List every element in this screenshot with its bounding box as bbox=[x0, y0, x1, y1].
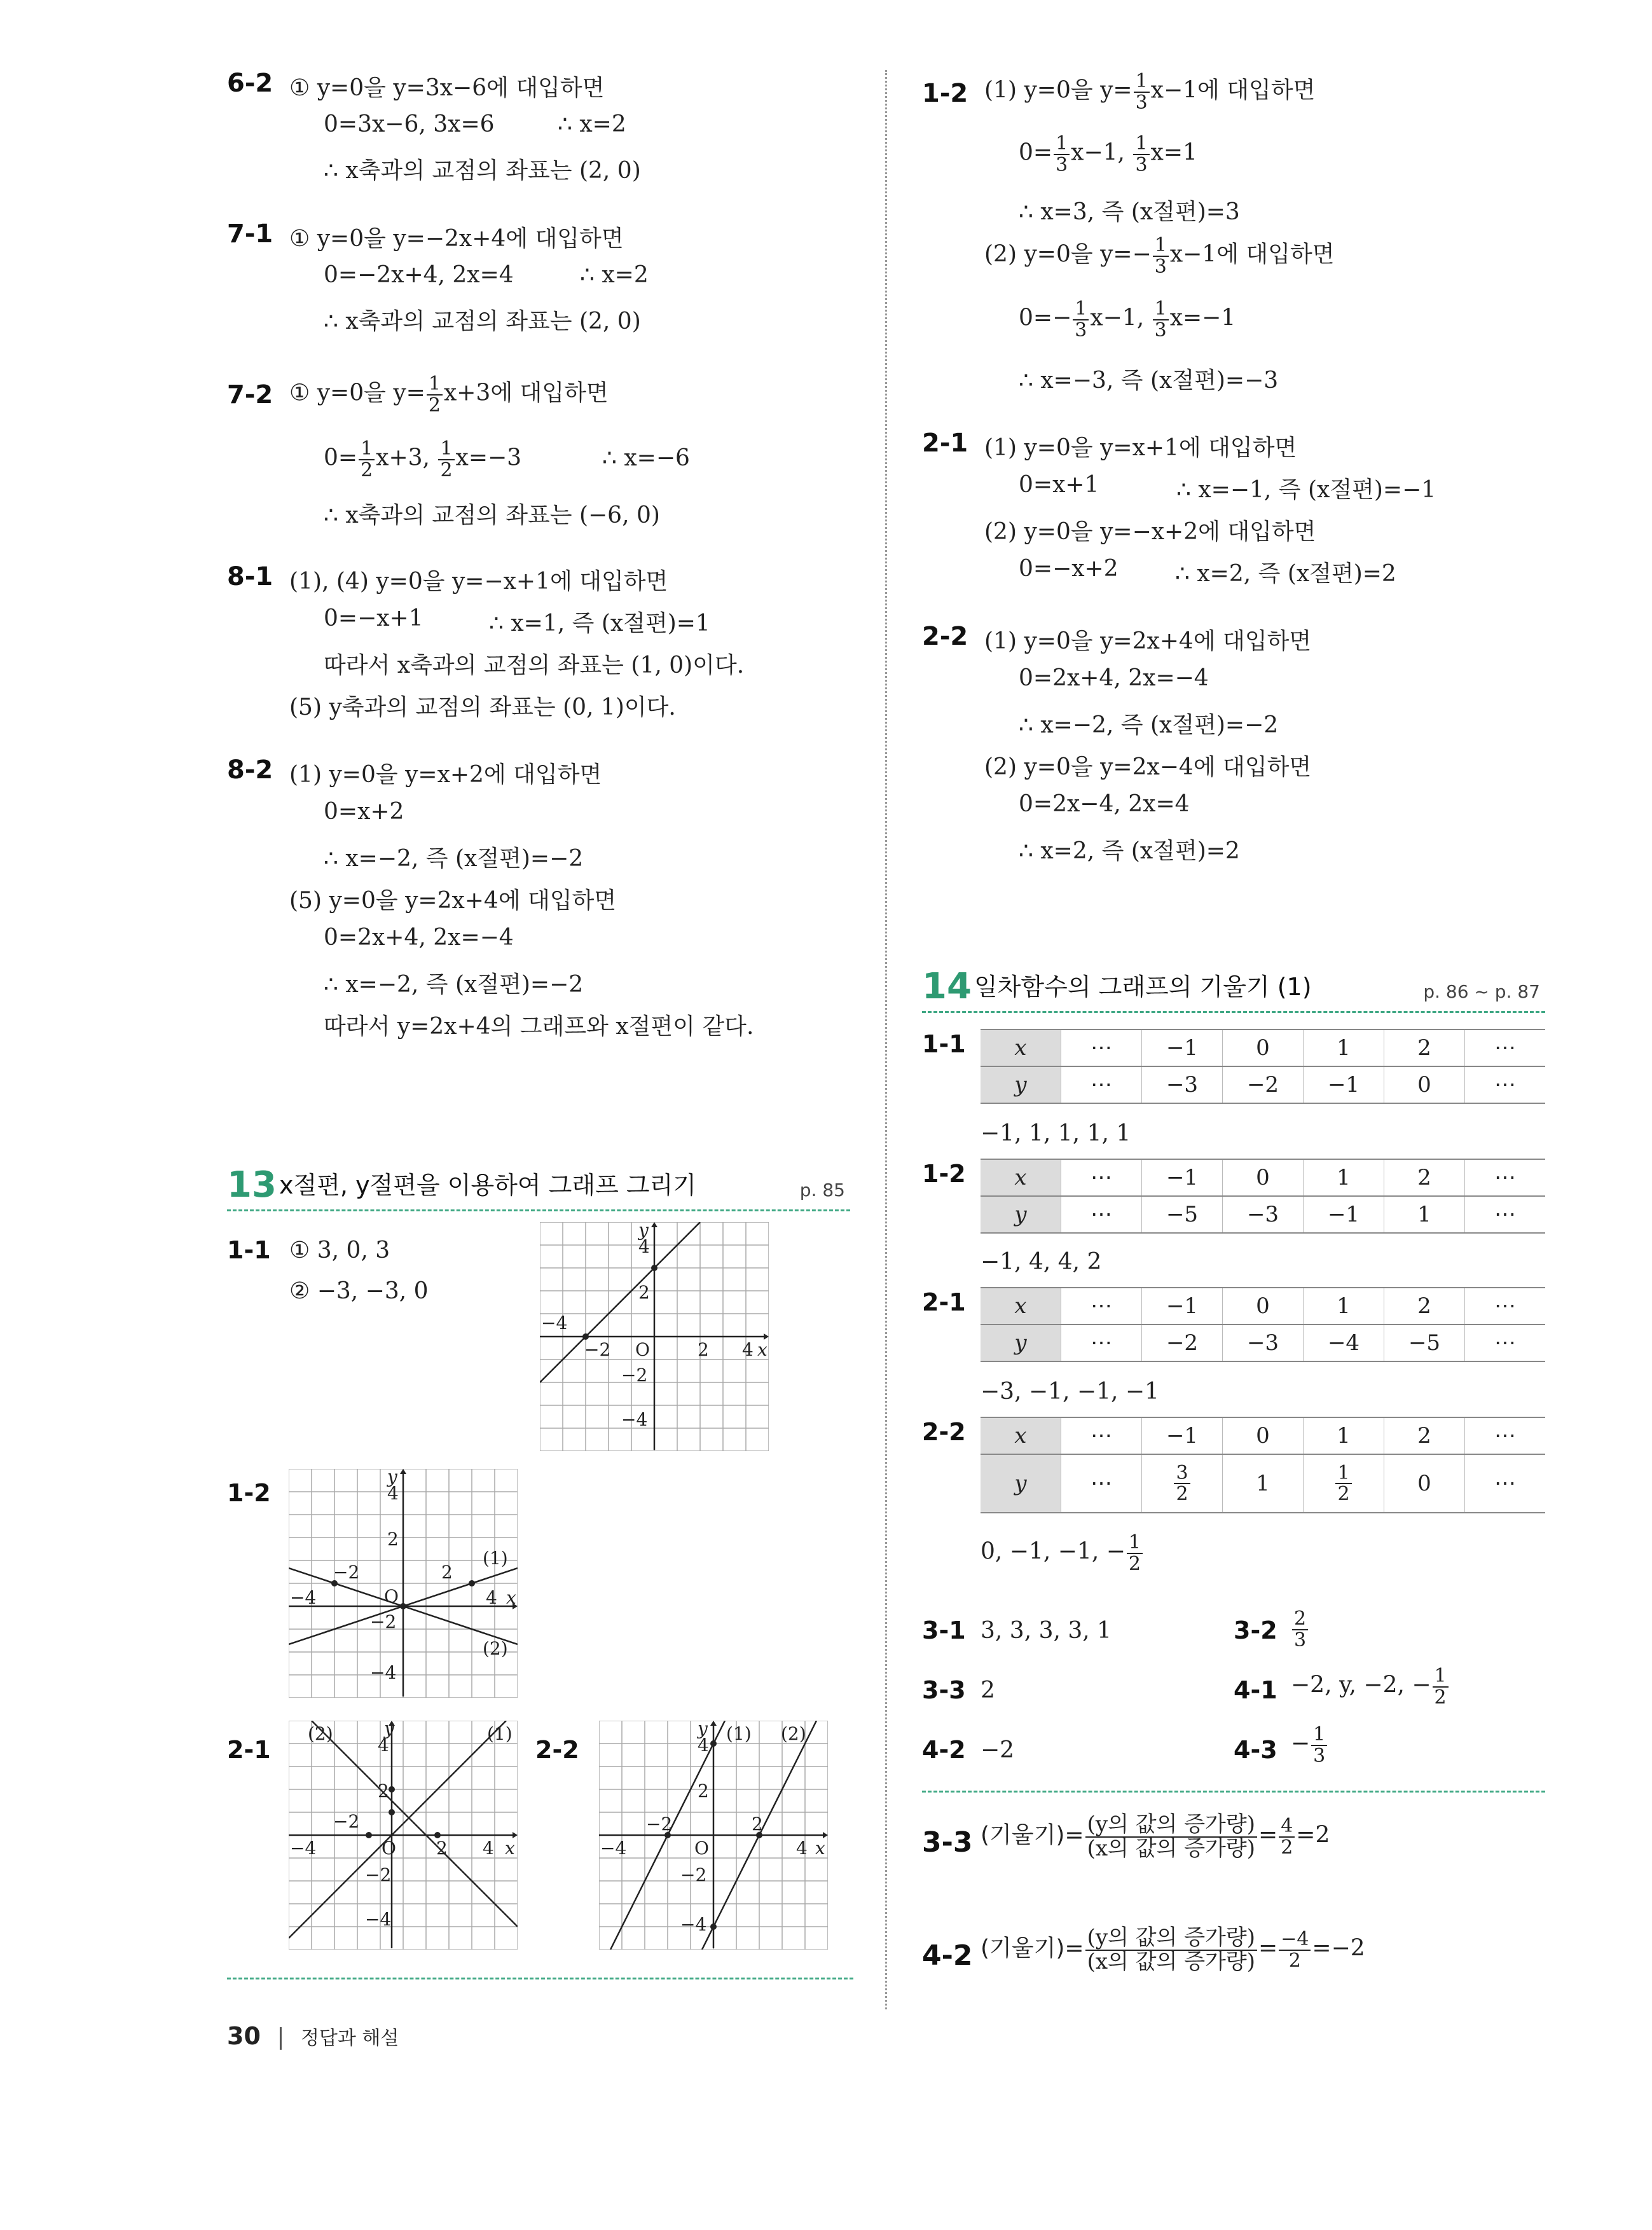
answer-line: ② −3, −3, 0 bbox=[289, 1278, 429, 1304]
table-cell: ⋯ bbox=[1465, 1159, 1546, 1196]
page-footer: 30 | 정답과 해설 bbox=[227, 2022, 399, 2050]
table-cell: 0 bbox=[1223, 1029, 1304, 1066]
section-title: x절편, y절편을 이용하여 그래프 그리기 bbox=[279, 1171, 696, 1199]
table-cell: −1 bbox=[1142, 1288, 1223, 1325]
line-label: (1) bbox=[487, 1723, 513, 1744]
solution-line: 0=x+1 bbox=[1019, 472, 1099, 498]
problem-number: 1-1 bbox=[922, 1030, 966, 1058]
fraction: $\frac{1}{3}$ bbox=[1054, 134, 1070, 175]
tick-label: −4 bbox=[621, 1409, 648, 1430]
solution-line: (1) y=0을 y=x+1에 대입하면 bbox=[984, 435, 1297, 461]
tick-label: −2 bbox=[621, 1365, 648, 1386]
table-cell: ⋯ bbox=[1061, 1029, 1142, 1066]
graph-1-2 bbox=[289, 1469, 518, 1703]
table-row bbox=[981, 1454, 1545, 1513]
solution-line: 0=−x+2 bbox=[1019, 556, 1119, 582]
solution-line: ∴ x축과의 교점의 좌표는 (2, 0) bbox=[324, 158, 641, 184]
value-table bbox=[981, 1417, 1545, 1513]
solution-line: 0=2x−4, 2x=4 bbox=[1019, 791, 1190, 817]
intercept-point bbox=[651, 1265, 657, 1271]
problem-number: 3-3 bbox=[922, 1676, 966, 1704]
table-cell: ⋯ bbox=[1465, 1029, 1546, 1066]
problem-number: 1-2 bbox=[227, 1479, 271, 1507]
table-cell: −3 bbox=[1142, 1066, 1223, 1103]
solution-line: ① y=0을 y=3x−6에 대입하면 bbox=[289, 75, 605, 101]
tick-label: 4 bbox=[483, 1838, 494, 1859]
table-cell: ⋯ bbox=[1465, 1066, 1546, 1103]
table-cell: −1 bbox=[1142, 1159, 1223, 1196]
tick-label: −2 bbox=[646, 1814, 673, 1834]
solution-line: ∴ x=−2, 즉 (x절편)=−2 bbox=[324, 972, 584, 998]
problem-number: 2-1 bbox=[227, 1736, 271, 1764]
problem-number: 1-2 bbox=[922, 79, 968, 108]
table-cell: 1 bbox=[1304, 1288, 1384, 1325]
table-row bbox=[981, 1288, 1545, 1325]
table-cell: ⋯ bbox=[1061, 1288, 1142, 1325]
solution-line: ∴ x축과의 교점의 좌표는 (−6, 0) bbox=[324, 502, 660, 528]
tick-label: −4 bbox=[290, 1587, 317, 1608]
solution-line: (2) y=0을 y=− $\frac{1}{3}$ x−1에 대입하면 bbox=[984, 234, 1335, 278]
table-cell: $\frac{1}{2}$ bbox=[1304, 1454, 1384, 1513]
solution-line: (5) y=0을 y=2x+4에 대입하면 bbox=[289, 888, 617, 914]
value-table bbox=[981, 1287, 1545, 1362]
y-axis-arrow bbox=[400, 1469, 406, 1474]
table-cell: ⋯ bbox=[1465, 1454, 1546, 1513]
table-cell: ⋯ bbox=[1465, 1288, 1546, 1325]
table-cell: x bbox=[981, 1417, 1061, 1454]
table-row bbox=[981, 1159, 1545, 1196]
y-axis-arrow bbox=[651, 1222, 657, 1227]
origin-label: O bbox=[384, 1586, 399, 1607]
tick-label: 4 bbox=[698, 1735, 709, 1756]
tick-label: −4 bbox=[541, 1312, 568, 1333]
table-row bbox=[981, 1417, 1545, 1454]
table-cell: y bbox=[981, 1196, 1061, 1233]
solution-line: ∴ x축과의 교점의 좌표는 (2, 0) bbox=[324, 308, 641, 334]
answer-line: $\frac{2}{3}$ bbox=[1291, 1609, 1309, 1650]
table-cell: 2 bbox=[1384, 1159, 1465, 1196]
section-page-ref: p. 86 ~ p. 87 bbox=[1423, 981, 1540, 1002]
section-header bbox=[227, 1165, 850, 1211]
solution-line: 0=2x+4, 2x=−4 bbox=[1019, 665, 1209, 691]
tick-label: −4 bbox=[600, 1838, 627, 1859]
line-label: (2) bbox=[483, 1638, 508, 1659]
fraction: $\frac{1}{2}$ bbox=[427, 374, 443, 415]
answer-line: −1, 1, 1, 1, 1 bbox=[981, 1120, 1131, 1146]
table-cell: y bbox=[981, 1454, 1061, 1513]
table-cell: 0 bbox=[1223, 1288, 1304, 1325]
tick-label: 4 bbox=[796, 1838, 808, 1859]
graph-line-1 bbox=[289, 1721, 506, 1938]
solution-line: (1) y=0을 y= $\frac{1}{3}$ x−1에 대입하면 bbox=[984, 70, 1316, 114]
tick-label: 2 bbox=[698, 1780, 709, 1801]
section-divider bbox=[922, 1791, 1545, 1793]
table-cell: ⋯ bbox=[1465, 1417, 1546, 1454]
problem-number: 4-3 bbox=[1234, 1736, 1277, 1764]
problem-number: 3-3 bbox=[922, 1826, 973, 1859]
problem-number: 2-1 bbox=[922, 1288, 966, 1316]
column-divider bbox=[885, 70, 887, 2009]
solution-line: 0=3x−6, 3x=6 bbox=[324, 111, 495, 137]
table-cell: 1 bbox=[1223, 1454, 1304, 1513]
solution-line: ∴ x=2, 즉 (x절편)=2 bbox=[1175, 561, 1396, 587]
table-cell: −2 bbox=[1223, 1066, 1304, 1103]
problem-number: 4-2 bbox=[922, 1939, 973, 1972]
problem-number: 2-1 bbox=[922, 429, 968, 458]
table-cell: 1 bbox=[1304, 1159, 1384, 1196]
explanation-line: (기울기)= $\frac{\text{(y의 값의 증가량)}}{\text{(x의 값의 증가량)}}$ = $\frac{4}{2}$ =2 bbox=[981, 1812, 1330, 1861]
solution-line: ① y=0을 y=−2x+4에 대입하면 bbox=[289, 226, 624, 252]
table-row bbox=[981, 1325, 1545, 1361]
answer-line: −1, 4, 4, 2 bbox=[981, 1249, 1102, 1275]
table-cell: x bbox=[981, 1159, 1061, 1196]
intercept-point bbox=[469, 1580, 475, 1586]
answer-line: −2, y, −2, − $\frac{1}{2}$ bbox=[1291, 1666, 1450, 1707]
table-cell: 0 bbox=[1223, 1417, 1304, 1454]
answer-line: −2 bbox=[981, 1737, 1015, 1763]
problem-number: 6-2 bbox=[227, 69, 273, 98]
problem-number: 1-2 bbox=[922, 1160, 966, 1188]
table-cell: 1 bbox=[1304, 1029, 1384, 1066]
graph-line bbox=[540, 1222, 700, 1382]
solution-line: ∴ x=2, 즉 (x절편)=2 bbox=[1019, 838, 1240, 864]
table-cell: −5 bbox=[1142, 1196, 1223, 1233]
fraction: $\frac{1}{3}$ bbox=[1153, 235, 1169, 277]
explanation-line: (기울기)= $\frac{\text{(y의 값의 증가량)}}{\text{(x의 값의 증가량)}}$ = $\frac{-4}{2}$ =−2 bbox=[981, 1925, 1365, 1974]
table-cell: −1 bbox=[1304, 1066, 1384, 1103]
solution-line: ∴ x=−2, 즉 (x절편)=−2 bbox=[324, 846, 584, 872]
table-cell: y bbox=[981, 1325, 1061, 1361]
fraction: $\frac{1}{3}$ bbox=[1133, 134, 1149, 175]
tick-label: −4 bbox=[680, 1914, 707, 1935]
table-cell: 2 bbox=[1384, 1417, 1465, 1454]
table-cell: −3 bbox=[1223, 1196, 1304, 1233]
value-table bbox=[981, 1159, 1545, 1234]
axis-label: y bbox=[387, 1469, 397, 1487]
solution-line: ∴ x=−3, 즉 (x절편)=−3 bbox=[1019, 368, 1279, 394]
problem-number: 8-2 bbox=[227, 755, 273, 785]
problem-number: 2-2 bbox=[922, 622, 968, 651]
line-label: (1) bbox=[726, 1723, 752, 1744]
table-cell: ⋯ bbox=[1465, 1196, 1546, 1233]
table-row bbox=[981, 1196, 1545, 1233]
tick-label: −2 bbox=[333, 1562, 360, 1583]
answer-line: −3, −1, −1, −1 bbox=[981, 1379, 1159, 1405]
table-cell: ⋯ bbox=[1465, 1325, 1546, 1361]
solution-line: 따라서 x축과의 교점의 좌표는 (1, 0)이다. bbox=[324, 652, 745, 678]
tick-label: 2 bbox=[441, 1562, 453, 1583]
section-title: 일차함수의 그래프의 기울기 (1) bbox=[974, 973, 1312, 1001]
solution-line: ∴ x=−6 bbox=[602, 445, 690, 471]
solution-line: 0=−x+1 bbox=[324, 605, 423, 631]
intercept-point bbox=[710, 1740, 717, 1747]
problem-number: 2-2 bbox=[922, 1418, 966, 1446]
problem-number: 2-2 bbox=[535, 1736, 579, 1764]
solution-line: 0= $\frac{1}{2}$ x+3, $\frac{1}{2}$ x=−3 bbox=[324, 437, 522, 481]
section-bottom-divider bbox=[227, 1978, 853, 1979]
table-cell: −1 bbox=[1304, 1196, 1384, 1233]
value-table bbox=[981, 1029, 1545, 1104]
tick-label: −2 bbox=[370, 1611, 397, 1632]
section-header bbox=[922, 967, 1545, 1013]
section-page-ref: p. 85 bbox=[799, 1180, 845, 1201]
solution-line: 0=2x+4, 2x=−4 bbox=[324, 925, 514, 951]
coordinate-plane bbox=[289, 1721, 518, 1950]
table-cell: −1 bbox=[1142, 1417, 1223, 1454]
solution-line: (5) y축과의 교점의 좌표는 (0, 1)이다. bbox=[289, 694, 676, 720]
axis-label: x bbox=[757, 1339, 767, 1360]
fraction: $\frac{1}{3}$ bbox=[1153, 299, 1169, 340]
problem-number: 4-2 bbox=[922, 1736, 966, 1764]
intercept-point bbox=[389, 1786, 395, 1793]
axis-label: y bbox=[638, 1222, 649, 1241]
solution-line: 0= $\frac{1}{3}$ x−1, $\frac{1}{3}$ x=1 bbox=[1019, 132, 1197, 176]
graph-2-2 bbox=[599, 1721, 828, 1955]
origin-label: O bbox=[694, 1838, 709, 1859]
answer-line: 3, 3, 3, 3, 1 bbox=[981, 1618, 1112, 1644]
section-number: 14 bbox=[922, 966, 972, 1007]
tick-label: −2 bbox=[365, 1864, 392, 1885]
table-cell: 0 bbox=[1384, 1454, 1465, 1513]
table-cell: y bbox=[981, 1066, 1061, 1103]
tick-label: −4 bbox=[370, 1662, 397, 1683]
solution-line: (1) y=0을 y=x+2에 대입하면 bbox=[289, 762, 602, 788]
solution-line: ∴ x=−2, 즉 (x절편)=−2 bbox=[1019, 712, 1279, 738]
problem-number: 8-1 bbox=[227, 562, 273, 591]
graph-2-1 bbox=[289, 1721, 518, 1955]
section-number: 13 bbox=[227, 1164, 277, 1206]
answer-line: − $\frac{1}{3}$ bbox=[1291, 1724, 1328, 1766]
table-cell: 0 bbox=[1384, 1066, 1465, 1103]
table-cell: x bbox=[981, 1288, 1061, 1325]
table-cell: x bbox=[981, 1029, 1061, 1066]
table-cell: −1 bbox=[1142, 1029, 1223, 1066]
intercept-point bbox=[400, 1603, 406, 1609]
tick-label: −2 bbox=[333, 1811, 360, 1832]
answer-line: 0, −1, −1, − $\frac{1}{2}$ bbox=[981, 1532, 1144, 1574]
solution-line: (2) y=0을 y=−x+2에 대입하면 bbox=[984, 519, 1316, 545]
tick-label: 4 bbox=[486, 1587, 497, 1608]
table-cell: −4 bbox=[1304, 1325, 1384, 1361]
table-cell: ⋯ bbox=[1061, 1196, 1142, 1233]
solution-line: ∴ x=2 bbox=[580, 262, 649, 288]
intercept-point bbox=[389, 1809, 395, 1815]
graph-1-1 bbox=[540, 1222, 769, 1457]
table-cell: 2 bbox=[1384, 1288, 1465, 1325]
table-cell: ⋯ bbox=[1061, 1066, 1142, 1103]
problem-number: 3-2 bbox=[1234, 1616, 1277, 1644]
fraction: $\frac{1}{2}$ bbox=[438, 439, 454, 480]
axis-label: x bbox=[815, 1838, 825, 1859]
fraction: $\frac{1}{3}$ bbox=[1134, 71, 1150, 113]
solution-line: (1), (4) y=0을 y=−x+1에 대입하면 bbox=[289, 568, 668, 595]
tick-label: 2 bbox=[378, 1780, 389, 1801]
table-cell: −3 bbox=[1223, 1325, 1304, 1361]
table-row bbox=[981, 1066, 1545, 1103]
table-cell: 1 bbox=[1304, 1417, 1384, 1454]
table-cell: 1 bbox=[1384, 1196, 1465, 1233]
problem-number: 7-1 bbox=[227, 219, 273, 249]
tick-label: −4 bbox=[365, 1909, 392, 1930]
table-cell: ⋯ bbox=[1061, 1454, 1142, 1513]
tick-label: 4 bbox=[742, 1339, 754, 1360]
axis-label: x bbox=[505, 1838, 515, 1859]
origin-label: O bbox=[635, 1339, 650, 1360]
problem-number: 4-1 bbox=[1234, 1676, 1277, 1704]
page-number: 30 bbox=[227, 2022, 261, 2050]
solution-line: 0=−2x+4, 2x=4 bbox=[324, 262, 514, 288]
origin-label: O bbox=[382, 1838, 396, 1859]
table-row bbox=[981, 1029, 1545, 1066]
line-label: (2) bbox=[781, 1723, 806, 1744]
tick-label: 4 bbox=[378, 1735, 389, 1756]
solution-line: ① y=0을 y= $\frac{1}{2}$ x+3에 대입하면 bbox=[289, 373, 609, 416]
solution-line: ∴ x=−1, 즉 (x절편)=−1 bbox=[1176, 477, 1436, 503]
table-cell: $\frac{3}{2}$ bbox=[1142, 1454, 1223, 1513]
solution-line: ∴ x=1, 즉 (x절편)=1 bbox=[489, 610, 710, 637]
tick-label: 4 bbox=[387, 1483, 399, 1504]
tick-label: 2 bbox=[387, 1529, 399, 1550]
line-label: (1) bbox=[483, 1548, 508, 1569]
tick-label: 2 bbox=[638, 1282, 650, 1303]
answer-line: ① 3, 0, 3 bbox=[289, 1237, 390, 1263]
table-cell: 2 bbox=[1384, 1029, 1465, 1066]
solution-line: 0=− $\frac{1}{3}$ x−1, $\frac{1}{3}$ x=−1 bbox=[1019, 298, 1236, 341]
tick-label: 2 bbox=[698, 1339, 709, 1360]
intercept-point bbox=[366, 1832, 372, 1838]
tick-label: −4 bbox=[290, 1838, 317, 1859]
table-cell: ⋯ bbox=[1061, 1159, 1142, 1196]
coordinate-plane bbox=[599, 1721, 828, 1950]
tick-label: 2 bbox=[752, 1814, 763, 1834]
intercept-point bbox=[710, 1924, 717, 1930]
axis-label: y bbox=[698, 1721, 708, 1739]
table-cell: ⋯ bbox=[1061, 1325, 1142, 1361]
problem-number: 1-1 bbox=[227, 1236, 271, 1264]
solution-line: ∴ x=2 bbox=[558, 111, 626, 137]
problem-number: 3-1 bbox=[922, 1616, 966, 1644]
table-cell: ⋯ bbox=[1061, 1417, 1142, 1454]
line-label: (2) bbox=[308, 1723, 333, 1744]
fraction: $\frac{1}{3}$ bbox=[1073, 299, 1089, 340]
solution-line: (2) y=0을 y=2x−4에 대입하면 bbox=[984, 754, 1312, 780]
table-cell: −5 bbox=[1384, 1325, 1465, 1361]
coordinate-plane bbox=[289, 1469, 518, 1698]
solution-line: 0=x+2 bbox=[324, 799, 404, 825]
fraction: $\frac{1}{2}$ bbox=[359, 439, 375, 480]
axis-label: x bbox=[506, 1587, 516, 1608]
solution-line: (1) y=0을 y=2x+4에 대입하면 bbox=[984, 628, 1312, 654]
tick-label: 4 bbox=[638, 1236, 650, 1257]
problem-number: 7-2 bbox=[227, 380, 273, 410]
solution-line: ∴ x=3, 즉 (x절편)=3 bbox=[1019, 199, 1240, 225]
y-axis-arrow bbox=[710, 1721, 717, 1726]
table-cell: −2 bbox=[1142, 1325, 1223, 1361]
coordinate-plane bbox=[540, 1222, 769, 1451]
axis-label: y bbox=[384, 1721, 394, 1739]
answer-line: 2 bbox=[981, 1677, 995, 1703]
table-cell: 0 bbox=[1223, 1159, 1304, 1196]
footer-label: 정답과 해설 bbox=[300, 2027, 399, 2049]
tick-label: 2 bbox=[436, 1838, 448, 1859]
solution-line: 따라서 y=2x+4의 그래프와 x절편이 같다. bbox=[324, 1014, 754, 1040]
tick-label: −2 bbox=[680, 1864, 707, 1885]
tick-label: −2 bbox=[584, 1339, 611, 1360]
